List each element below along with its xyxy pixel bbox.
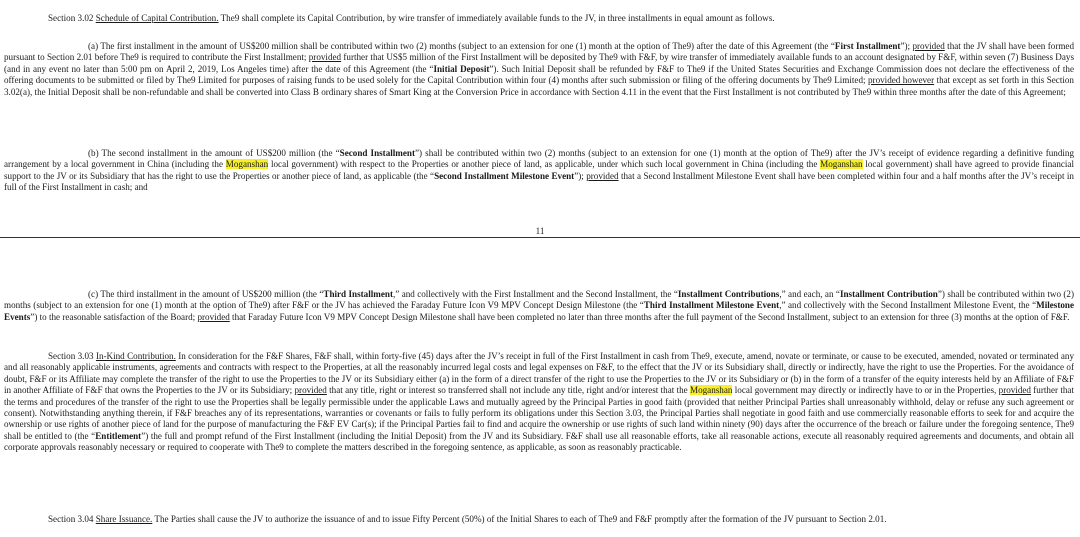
page-number: 11: [535, 226, 545, 236]
proviso-term: provided: [197, 311, 230, 322]
defined-term: Entitlement: [95, 430, 142, 441]
defined-term: Installment Contribution: [839, 289, 938, 299]
item-a-paragraph: (a) The first installment in the amount of US$200 million shall be contributed within two (2) months (subject to an extension for one (1) month at the option of The9) after the date of this Agreement (the “First Installment”); provided that the JV shall have been formed pursuant to Section 2.01 before The9 is required to contribute the First Installment; provided further that US$5 million of the First Installment will be deposited by The9 with F&F, by wire transfer of immediately available funds to an account designated by F&F, within seven (7) Business Days (and in any event no later than 5:00 pm on April 2, 2019, Los Angeles time) after the date of this Agreement (the “Initial Deposit”). Such Initial Deposit shall be refunded by F&F to The9 if the United States Securities and Exchange Commission does not declare the effectiveness of the offering documents to be submitted or filed by The9 Limited for purposes of raising funds to be used solely for the Capital Contribution within four (4) months after such submission or filing of the offering documents by The9 Limited; provided however that except as set forth in this Section 3.02(a), the Initial Deposit shall be non-refundable and shall be converted into Class B ordinary shares of Smart King at the Conversion Price in accordance with Section 4.11 in the event that the First Installment is not contributed by The9 within three months after the date of this Agreement;: [4, 41, 1075, 97]
defined-term: Milestone Events: [4, 300, 1075, 322]
proviso-term: provided however: [868, 75, 935, 86]
defined-term: Initial Deposit: [433, 63, 490, 74]
defined-term: Second Installment: [339, 148, 415, 158]
proviso-term: provided: [912, 41, 945, 51]
defined-term: Installment Contributions: [677, 289, 780, 299]
section-heading: Share Issuance.: [95, 514, 153, 524]
section-3-04-paragraph: Section 3.04 Share Issuance. The Parties shall cause the JV to authorize the issuance of and to issue Fifty Percent (50%) of the Initial Shares to each of The9 and F&F promptly after the formation of the JV pursuant to Section 2.01.: [48, 514, 887, 524]
search-highlight: Moganshan: [225, 159, 269, 170]
section-number: Section 3.03: [48, 351, 94, 361]
proviso-term: provided: [586, 170, 619, 181]
defined-term: Second Installment Milestone Event: [434, 170, 575, 181]
section-heading: In-Kind Contribution.: [95, 351, 176, 361]
proviso-term: provided: [294, 385, 327, 396]
section-number: Section 3.02: [48, 13, 94, 23]
search-highlight: Moganshan: [820, 159, 863, 170]
section-3-02-paragraph: Section 3.02 Schedule of Capital Contribution. The9 shall complete its Capital Contribution, by wire transfer of immediately available funds to the JV, in three installments in equal amount as follows.: [48, 13, 775, 23]
search-highlight: Moganshan: [690, 385, 733, 396]
defined-term: Third Installment Milestone Event: [643, 300, 780, 311]
defined-term: First Installment: [834, 41, 901, 51]
page-divider: [0, 237, 1080, 238]
section-3-03-paragraph: Section 3.03 In-Kind Contribution. In consideration for the F&F Shares, F&F shall, within forty-five (45) days after the JV’s receipt in full of the First Installment in cash from The9, execute, amend, novate or terminate, or cause to be executed, amended, novated or terminated any and all reasonably applicable instruments, agreements and contracts with respect to the Properties, at all the reasonably incurred legal costs and legal expenses on F&F, to the effect that the JV or its Subsidiary shall, directly or indirectly, have the right to use the Properties. For the avoidance of doubt, F&F or its Affiliate may complete the transfer of the right to use the Properties to the JV or its Subsidiary either (a) in the form of a direct transfer of the right to use the Properties to the JV or its Subsidiary or (b) in the form of a transfer of the equity interests held by an Affiliate of F&F in another Affiliate of F&F that owns the Properties to the JV or its Subsidiary; provided that any title, right or interest so transferred shall not include any title, right and/or interest that the Moganshan local government may directly or indirectly have to or in the Properties, provided further that the terms and procedures of the transfer of the right to use the Properties shall be legally permissible under the applicable Laws and mutually agreed by the Principal Parties in good faith (provided that neither Principal Parties shall unreasonably withhold, delay or refuse any such agreement or consent). Notwithstanding anything therein, if F&F breaches any of its representations, warranties or covenants or fails to fully perform its obligations under this Section 3.03, the Principal Parties shall negotiate in good faith and use commercially reasonable efforts to seek for and acquire the ownership or use rights of another piece of land for the purpose of manufacturing the F&F EV Car(s); if the Principal Parties fail to find and acquire the ownership or use rights of such land within ninety (90) days after the occurrence of the breach or failure under the foregoing sentence, The9 shall be entitled to (the “Entitlement”) the full and prompt refund of the First Installment (including the Initial Deposit) from the JV and its Subsidiary. F&F shall use all reasonable efforts, take all reasonable actions, execute all reasonably required agreements and documents, and obtain all corporate approvals reasonably necessary or required to cooperate with The9 to complete the matters described in the foregoing sentence, as applicable, as soon as reasonably practicable.: [4, 351, 1075, 453]
proviso-term: provided: [308, 52, 342, 63]
item-c-paragraph: (c) The third installment in the amount of US$200 million (the “Third Installment,” and collectively with the First Installment and the Second Installment, the “Installment Contributions,” and each, an “Installment Contribution”) shall be contributed within two (2) months (subject to an extension for one (1) month at the option of The9) after F&F or the JV has achieved the Faraday Future Icon V9 MPV Concept Design Milestone (the “Third Installment Milestone Event,” and collectively with the Second Installment Milestone Event, the “Milestone Events”) to the reasonable satisfaction of the Board; provided that Faraday Future Icon V9 MPV Concept Design Milestone shall have been completed no later than three months after the full payment of the Second Installment, subject to an extension for three (3) months at the option of F&F.: [4, 289, 1075, 322]
section-heading: Schedule of Capital Contribution.: [95, 13, 219, 23]
section-number: Section 3.04: [48, 514, 94, 524]
item-b-paragraph: (b) The second installment in the amount of US$200 million (the “Second Installment”) shall be contributed within two (2) months (subject to an extension for one (1) month at the option of The9) after the JV’s receipt of evidence regarding a definitive funding arrangement by a local government in China (including the Moganshan local government) with respect to the Properties or another piece of land, as applicable, under which such local government in China (including the Moganshan local government) shall have agreed to provide financial support to the JV or its Subsidiary that has the right to use the Properties or another piece of land, as applicable (the “Second Installment Milestone Event”); provided that a Second Installment Milestone Event shall have been completed within four and a half months after the JV’s receipt in full of the First Installment in cash; and: [4, 148, 1074, 193]
proviso-term: provided: [998, 385, 1031, 396]
defined-term: Third Installment: [323, 289, 393, 299]
